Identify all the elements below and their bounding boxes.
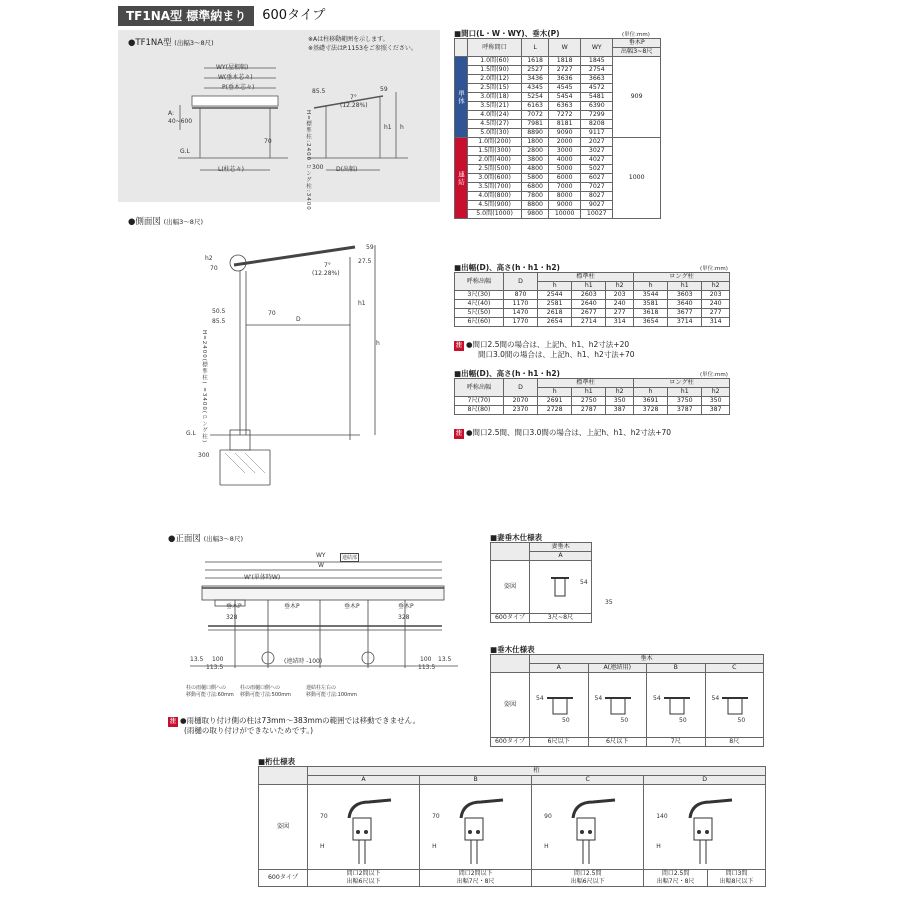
top-view-panel xyxy=(118,30,440,211)
table-cell: 4尺(40) xyxy=(455,300,504,309)
table-cell: 277 xyxy=(606,309,634,318)
table1-h-wy: WY xyxy=(581,39,613,57)
table3 xyxy=(454,378,730,415)
table3-h-long: ロング柱 xyxy=(634,379,730,388)
table-cell: 2618 xyxy=(538,309,572,318)
table6-figure: 70 H xyxy=(308,785,420,870)
table-cell: 2370 xyxy=(503,406,537,415)
subheader: h xyxy=(634,388,668,397)
table-cell: 2654 xyxy=(538,318,572,327)
table3-h-std: 標準柱 xyxy=(538,379,634,388)
table-cell: 2603 xyxy=(572,291,606,300)
front-cap1b: 移動可能寸法:60mm xyxy=(186,692,234,698)
side-slope: 7° xyxy=(324,262,331,269)
table6-value: 間口2間以下 出幅7尺・8尺 xyxy=(420,870,532,887)
table-cell: 6027 xyxy=(581,174,613,183)
table-cell: 3.5間(700) xyxy=(468,183,522,192)
top-view-title: ●TF1NA型 (出幅3～8尺) xyxy=(128,38,214,48)
table-cell: 8尺(80) xyxy=(455,406,504,415)
table-cell: 4.0間(24) xyxy=(468,111,522,120)
table3-note: 注 ●間口2.5間、間口3.0間の場合は、上記h、h1、h2寸法+70 xyxy=(456,428,672,437)
table-cell: 350 xyxy=(606,397,634,406)
table-cell: 2.5間(500) xyxy=(468,165,522,174)
front-p-2: 垂木P xyxy=(284,603,300,610)
table-cell: 314 xyxy=(702,318,730,327)
dim-h-text: H=標準柱:2400 ロング柱:3400 xyxy=(305,110,311,211)
side-h1: h1 xyxy=(358,300,366,307)
table-cell: 4.5間(900) xyxy=(468,201,522,210)
table-cell: 8027 xyxy=(581,192,613,201)
front-100a: 100 xyxy=(212,656,224,663)
table5-figure: 54 50 xyxy=(588,673,647,738)
table-cell: 5800 xyxy=(522,174,549,183)
front-note-1: 注 ●雨樋取り付け側の柱は73mm～383mmの範囲では移動できません。 xyxy=(170,716,421,725)
table-cell: 3.0間(600) xyxy=(468,174,522,183)
table-cell: 7027 xyxy=(581,183,613,192)
table-cell: 6163 xyxy=(522,102,549,111)
table5-row-label: 姿図 xyxy=(491,673,530,738)
table-cell: 3618 xyxy=(634,309,668,318)
table-cell: 10027 xyxy=(581,210,613,219)
table-cell: 3787 xyxy=(668,406,702,415)
front-135a: 13.5 xyxy=(190,656,204,663)
table4-col: A xyxy=(530,552,592,561)
table-cell: 5454 xyxy=(549,93,581,102)
side-505: 50.5 xyxy=(212,308,226,315)
front-cap2a: 柱の雨樋口側への xyxy=(240,685,281,691)
front-cap2b: 移動可能寸法:500mm xyxy=(240,692,291,698)
table-cell: 3436 xyxy=(522,75,549,84)
side-view-title: ●側面図 (出幅3～8尺) xyxy=(128,217,203,227)
table6 xyxy=(258,766,766,887)
rafter-shape xyxy=(714,684,754,724)
table6-head: 桁 xyxy=(308,767,766,776)
table-cell: 6800 xyxy=(522,183,549,192)
table4 xyxy=(490,542,613,623)
front-1135a: 113.5 xyxy=(206,664,224,671)
table-cell: 3581 xyxy=(634,300,668,309)
front-view-title: ●正面図 (出幅3～8尺) xyxy=(168,534,243,544)
table-cell: 4545 xyxy=(549,84,581,93)
dim-slope: 7° xyxy=(350,94,357,101)
table3-h-name: 呼称出幅 xyxy=(455,379,504,397)
table5-value: 6尺以下 xyxy=(530,738,589,747)
table-cell: 2640 xyxy=(572,300,606,309)
front-1135b: 113.5 xyxy=(418,664,436,671)
table4-head: 妻垂木 xyxy=(530,543,592,552)
dim-h1: h1 xyxy=(384,124,392,131)
table-cell: 1770 xyxy=(503,318,537,327)
table5-col: B xyxy=(647,664,706,673)
front-135b: 13.5 xyxy=(438,656,452,663)
table6-value: 間口2.5間 出幅7尺・8尺 xyxy=(644,870,708,887)
front-cap3a: 連結柱左右の xyxy=(306,685,337,691)
table-cell: 3691 xyxy=(634,397,668,406)
table4-tsuma-tariki-shape xyxy=(541,566,581,606)
side-300: 300 xyxy=(198,452,210,459)
subheader: h2 xyxy=(606,282,634,291)
side-855: 85.5 xyxy=(212,318,226,325)
table-cell: 3603 xyxy=(668,291,702,300)
table-cell: 3640 xyxy=(668,300,702,309)
table-cell: 8800 xyxy=(522,201,549,210)
table-cell: 5481 xyxy=(581,93,613,102)
table-cell: 2544 xyxy=(538,291,572,300)
front-100b: 100 xyxy=(420,656,432,663)
table-cell: 2800 xyxy=(522,147,549,156)
table-cell: 1845 xyxy=(581,57,613,66)
table-cell: 2677 xyxy=(572,309,606,318)
table-cell: 3728 xyxy=(634,406,668,415)
side-view-drawing xyxy=(190,235,400,495)
table2-unit: (単位:mm) xyxy=(700,266,728,272)
table-cell: 6000 xyxy=(549,174,581,183)
side-gl: G.L xyxy=(186,430,196,437)
rafter-shape xyxy=(656,684,696,724)
table-cell: 1.0間(60) xyxy=(468,57,522,66)
dim-wy: WY(屋根幅) xyxy=(216,64,249,71)
table5-value: 6尺以下 xyxy=(588,738,647,747)
table-cell: 7尺(70) xyxy=(455,397,504,406)
table-cell: 5000 xyxy=(549,165,581,174)
table2-h-long: ロング柱 xyxy=(634,273,730,282)
front-view-drawing xyxy=(180,548,470,698)
table6-type: 600タイプ xyxy=(259,870,308,887)
table-cell: 1618 xyxy=(522,57,549,66)
table5-value: 7尺 xyxy=(647,738,706,747)
table-cell: 9027 xyxy=(581,201,613,210)
product-type: 600タイプ xyxy=(262,8,326,23)
table-row xyxy=(455,300,730,309)
table2-h-std: 標準柱 xyxy=(538,273,634,282)
table-cell: 5254 xyxy=(522,93,549,102)
table-cell: 2000 xyxy=(549,138,581,147)
table-cell: 2787 xyxy=(572,406,606,415)
side-slope-pct: (12.28%) xyxy=(312,270,340,277)
dim-p: P(垂木芯々) xyxy=(222,84,255,91)
table-cell: 203 xyxy=(606,291,634,300)
table3-h-d: D xyxy=(503,379,537,397)
side-h: h xyxy=(376,340,380,347)
front-w: W xyxy=(318,562,324,569)
table6-figure: 70 H xyxy=(420,785,532,870)
table4-caption: ■妻垂木仕様表 xyxy=(490,533,543,542)
table4-value: 3尺~8尺 xyxy=(530,614,592,623)
front-328a: 328 xyxy=(226,614,238,621)
table-cell: 6尺(60) xyxy=(455,318,504,327)
table-cell: 7981 xyxy=(522,120,549,129)
table-cell: 3677 xyxy=(668,309,702,318)
dim-h: h xyxy=(400,124,404,131)
dim-a: A: xyxy=(168,110,175,117)
dim-a-range: 40~600 xyxy=(168,118,193,125)
table-cell: 2714 xyxy=(572,318,606,327)
table-cell: 8000 xyxy=(549,192,581,201)
table2-h-name: 呼称出幅 xyxy=(455,273,504,291)
beam-shape xyxy=(553,788,623,864)
dim-w: W(垂木芯々) xyxy=(218,74,253,81)
table-cell: 203 xyxy=(702,291,730,300)
table-cell: 1.5間(300) xyxy=(468,147,522,156)
top-view-drawing xyxy=(118,30,440,202)
table3-unit: (単位:mm) xyxy=(700,372,728,378)
table-cell: 4.0間(800) xyxy=(468,192,522,201)
front-p-1: 垂木P xyxy=(226,603,242,610)
table-cell: 2691 xyxy=(538,397,572,406)
table-cell: 3654 xyxy=(634,318,668,327)
table3-note-tag: 注 xyxy=(456,430,463,437)
table2 xyxy=(454,272,730,327)
beam-shape xyxy=(441,788,511,864)
table-row xyxy=(455,291,730,300)
table5-figure: 54 50 xyxy=(647,673,706,738)
table4-row-label: 姿図 xyxy=(491,561,530,614)
side-70b: 70 xyxy=(268,310,276,317)
table4-figure: 54 35 xyxy=(530,561,592,614)
table-cell: 3544 xyxy=(634,291,668,300)
table6-col: A xyxy=(308,776,420,785)
table-cell: 2750 xyxy=(572,397,606,406)
table-row xyxy=(455,57,661,66)
table6-caption: ■桁仕様表 xyxy=(258,757,296,766)
table-cell: 4345 xyxy=(522,84,549,93)
group1-side-label: 単体 xyxy=(455,57,468,138)
side-d: D xyxy=(296,316,301,323)
table6-figure: 140 H xyxy=(644,785,766,870)
subheader: h2 xyxy=(702,388,730,397)
table-cell: 1170 xyxy=(503,300,537,309)
top-view-note-2: ※基礎寸法はP.1153をご参照ください。 xyxy=(308,45,417,52)
table-row xyxy=(455,318,730,327)
beam-shape xyxy=(670,788,740,864)
table6-row-label: 姿図 xyxy=(259,785,308,870)
table-cell: 870 xyxy=(503,291,537,300)
table-cell: 2754 xyxy=(581,66,613,75)
front-328b: 328 xyxy=(398,614,410,621)
table-cell: 4572 xyxy=(581,84,613,93)
table6-value: 間口2.5間 出幅6尺以下 xyxy=(532,870,644,887)
subheader: h1 xyxy=(668,282,702,291)
table-cell: 3000 xyxy=(549,147,581,156)
group2-rafter-pitch: 1000 xyxy=(613,138,661,219)
table-cell: 5.0間(30) xyxy=(468,129,522,138)
table-cell: 7299 xyxy=(581,111,613,120)
dim-855: 85.5 xyxy=(312,88,326,95)
table-cell: 5尺(50) xyxy=(455,309,504,318)
table2-caption: ■出幅(D)、高さ(h・h1・h2) xyxy=(454,263,560,272)
dim-gl: G.L xyxy=(180,148,190,155)
table-cell: 7000 xyxy=(549,183,581,192)
front-note-2: (雨樋の取り付けができないためです。) xyxy=(184,726,314,735)
table1-h-l: L xyxy=(522,39,549,57)
table-cell: 3714 xyxy=(668,318,702,327)
table-cell: 1.5間(90) xyxy=(468,66,522,75)
table-cell: 4.5間(27) xyxy=(468,120,522,129)
table-cell: 9090 xyxy=(549,129,581,138)
front-p-4: 垂木P xyxy=(398,603,414,610)
beam-shape xyxy=(329,788,399,864)
table-cell: 10000 xyxy=(549,210,581,219)
dim-d: D(出幅) xyxy=(336,166,358,173)
side-70: 70 xyxy=(210,265,218,272)
side-275: 27.5 xyxy=(358,258,372,265)
table5-type: 600タイプ xyxy=(491,738,530,747)
table-cell: 6390 xyxy=(581,102,613,111)
dim-l: L(柱芯々) xyxy=(218,166,245,173)
subheader: h xyxy=(538,282,572,291)
table-cell: 1818 xyxy=(549,57,581,66)
side-59: 59 xyxy=(366,244,374,251)
group1-rafter-pitch: 909 xyxy=(613,57,661,138)
table-cell: 7272 xyxy=(549,111,581,120)
table-cell: 8181 xyxy=(549,120,581,129)
table2-note-1: 注 ●間口2.5間の場合は、上記h、h1、h2寸法+20 xyxy=(456,340,630,349)
table6-value: 間口3間 出幅8尺以下 xyxy=(707,870,765,887)
subheader: h1 xyxy=(668,388,702,397)
dim-slope-pct: (12.28%) xyxy=(340,102,368,109)
table1-unit: (単位:mm) xyxy=(622,32,650,38)
table-cell: 8890 xyxy=(522,129,549,138)
table-cell: 2070 xyxy=(503,397,537,406)
table-cell: 240 xyxy=(606,300,634,309)
table1-h-p: 垂木P xyxy=(613,39,661,48)
table4-type: 600タイプ xyxy=(491,614,530,623)
table-cell: 3800 xyxy=(522,156,549,165)
table2-h-d: D xyxy=(503,273,537,291)
table1 xyxy=(454,38,661,219)
table-cell: 5027 xyxy=(581,165,613,174)
table5-figure: 54 50 xyxy=(705,673,764,738)
table5-figure: 54 50 xyxy=(530,673,589,738)
table6-col: B xyxy=(420,776,532,785)
table-row xyxy=(455,406,730,415)
table5-col: A xyxy=(530,664,589,673)
table-cell: 2727 xyxy=(549,66,581,75)
table5-value: 8尺 xyxy=(705,738,764,747)
table-cell: 2728 xyxy=(538,406,572,415)
rafter-shape xyxy=(539,684,579,724)
table-cell: 1.0間(200) xyxy=(468,138,522,147)
page-header xyxy=(118,6,333,26)
table-cell: 3.5間(21) xyxy=(468,102,522,111)
table-cell: 2581 xyxy=(538,300,572,309)
table-cell: 3.0間(18) xyxy=(468,93,522,102)
table5-col: A(連結用) xyxy=(588,664,647,673)
table-row xyxy=(455,138,661,147)
front-note-tag: 注 xyxy=(170,718,177,725)
table-cell: 4027 xyxy=(581,156,613,165)
table-cell: 4800 xyxy=(522,165,549,174)
subheader: h1 xyxy=(572,282,606,291)
table-cell: 3750 xyxy=(668,397,702,406)
table-cell: 350 xyxy=(702,397,730,406)
table-cell: 2.5間(15) xyxy=(468,84,522,93)
table-cell: 8208 xyxy=(581,120,613,129)
subheader: h1 xyxy=(572,388,606,397)
table-cell: 2527 xyxy=(522,66,549,75)
subheader: h2 xyxy=(702,282,730,291)
table5-head: 垂木 xyxy=(530,655,764,664)
subheader: h xyxy=(538,388,572,397)
table5 xyxy=(490,654,764,747)
table2-note-2: 間口3.0間の場合は、上記h、h1、h2寸法+70 xyxy=(478,350,635,359)
front-cap3b: 移動可能寸法:100mm xyxy=(306,692,357,698)
table1-h-w: W xyxy=(549,39,581,57)
front-mid: (連結時 -100) xyxy=(284,658,323,665)
table6-col: D xyxy=(644,776,766,785)
table-cell: 3尺(30) xyxy=(455,291,504,300)
top-view-note-1: ※Aは柱移動範囲を示します。 xyxy=(308,36,389,43)
table3-caption: ■出幅(D)、高さ(h・h1・h2) xyxy=(454,369,560,378)
table-cell: 7072 xyxy=(522,111,549,120)
table-row xyxy=(455,397,730,406)
table-cell: 6363 xyxy=(549,102,581,111)
table-cell: 3663 xyxy=(581,75,613,84)
table1-h-name: 呼称間口 xyxy=(468,39,522,57)
front-p-3: 垂木P xyxy=(344,603,360,610)
dim-300: 300 xyxy=(312,164,324,171)
table-cell: 3027 xyxy=(581,147,613,156)
table-cell: 2027 xyxy=(581,138,613,147)
table-cell: 3636 xyxy=(549,75,581,84)
table-cell: 314 xyxy=(606,318,634,327)
front-wy: WY xyxy=(316,552,326,559)
subheader: h xyxy=(634,282,668,291)
front-renketsu: 連結部 xyxy=(342,555,358,561)
dim-70: 70 xyxy=(264,138,272,145)
table-row xyxy=(455,309,730,318)
side-h-text: H=2400(標準柱) =3400(ロング柱) xyxy=(201,330,207,444)
table-cell: 387 xyxy=(606,406,634,415)
table1-caption: ■間口(L・W・WY)、垂木(P) xyxy=(454,29,560,38)
front-cap1a: 柱の雨樋口側への xyxy=(186,685,227,691)
subheader: h2 xyxy=(606,388,634,397)
table5-caption: ■垂木仕様表 xyxy=(490,645,535,654)
table-cell: 240 xyxy=(702,300,730,309)
group2-side-label: 連結 xyxy=(455,138,468,219)
table-cell: 5.0間(1000) xyxy=(468,210,522,219)
table6-figure: 90 H xyxy=(532,785,644,870)
table1-h-range: 出幅3~8尺 xyxy=(613,48,661,57)
dim-59: 59 xyxy=(380,86,388,93)
table-cell: 9117 xyxy=(581,129,613,138)
table6-col: C xyxy=(532,776,644,785)
table-cell: 2.0間(400) xyxy=(468,156,522,165)
table-cell: 7800 xyxy=(522,192,549,201)
front-wprime: W'(単体時W) xyxy=(244,574,281,581)
table1-corner xyxy=(455,39,468,57)
table-cell: 387 xyxy=(702,406,730,415)
table5-col: C xyxy=(705,664,764,673)
rafter-shape xyxy=(597,684,637,724)
table-cell: 4000 xyxy=(549,156,581,165)
table6-value: 間口2間以下 出幅6尺以下 xyxy=(308,870,420,887)
table-cell: 1800 xyxy=(522,138,549,147)
table-cell: 9000 xyxy=(549,201,581,210)
table-cell: 2.0間(12) xyxy=(468,75,522,84)
side-h2: h2 xyxy=(205,255,213,262)
table2-note-tag: 注 xyxy=(456,342,463,349)
table-cell: 9800 xyxy=(522,210,549,219)
table-cell: 1470 xyxy=(503,309,537,318)
table-cell: 277 xyxy=(702,309,730,318)
product-title: TF1NA型 標準納まり xyxy=(118,6,254,26)
